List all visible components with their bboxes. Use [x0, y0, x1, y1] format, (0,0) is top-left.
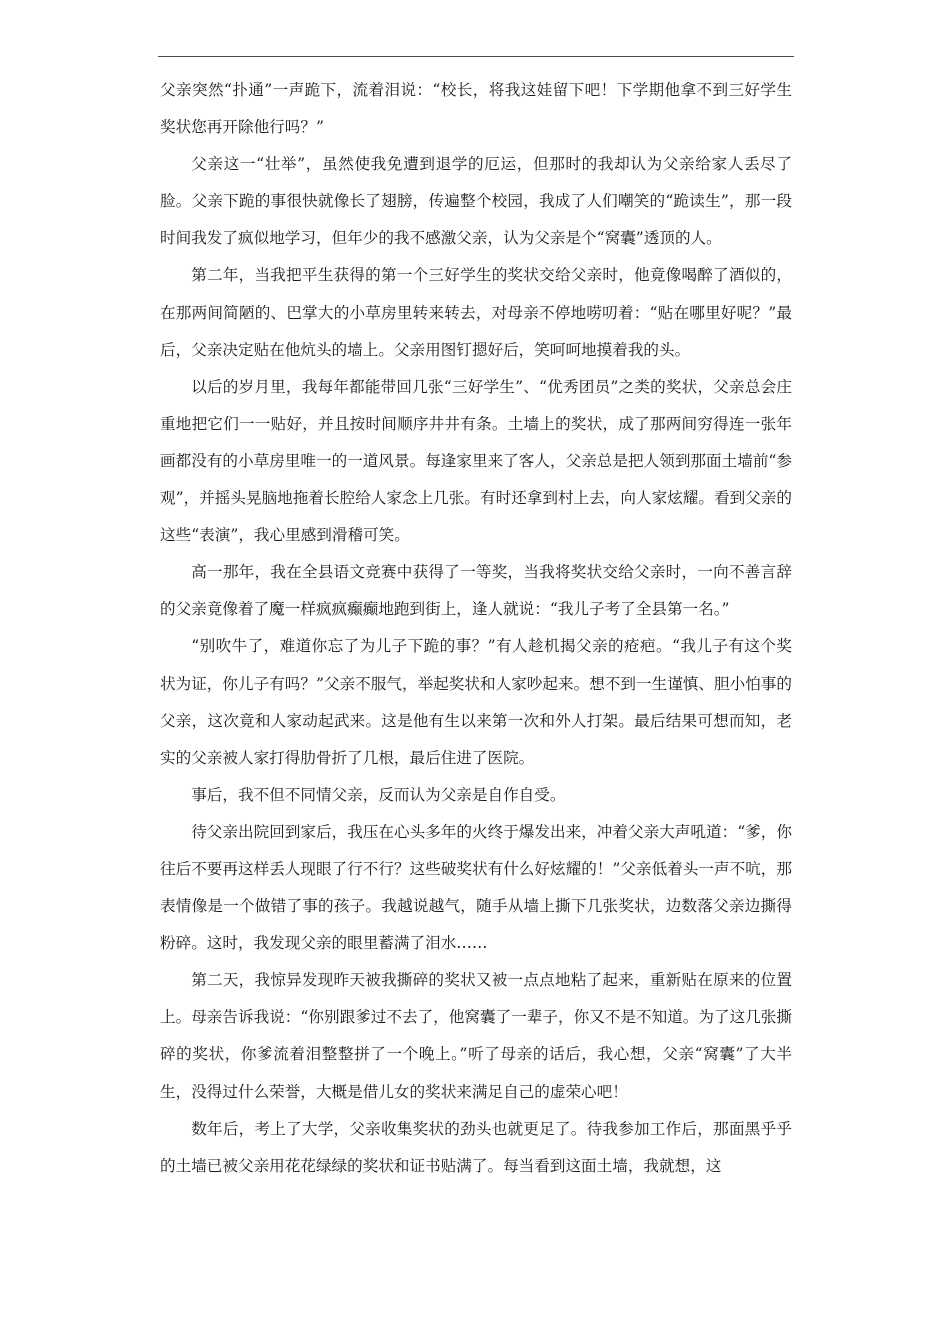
paragraph: 以后的岁月里，我每年都能带回几张“三好学生”、“优秀团员”之类的奖状，父亲总会庄重地把它们一一贴好，并且按时间顺序井井有条。土墙上的奖状，成了那两间穷得连一张年画都没有的小草房里唯一的一道风景。每逢家里来了客人，父亲总是把人领到那面土墙前“参观”，并摇头晃脑地拖着长腔给人家念上几张。有时还拿到村上去，向人家炫耀。看到父亲的这些“表演”，我心里感到滑稽可笑。	[160, 377, 792, 545]
paragraph: 第二天，我惊异发现昨天被我撕碎的奖状又被一点点地粘了起来，重新贴在原来的位置上。母亲告诉我说：“你别跟爹过不去了，他窝囊了一辈子，你又不是不知道。为了这几张撕碎的奖状，你爹流着泪整整拼了一个晚上。”听了母亲的话后，我心想，父亲“窝囊”了大半生，没得过什么荣誉，大概是借儿女的奖状来满足自己的虚荣心吧！	[160, 971, 792, 1101]
paragraph: 父亲这一“壮举”，虽然使我免遭到退学的厄运，但那时的我却认为父亲给家人丢尽了脸。父亲下跪的事很快就像长了翅膀，传遍整个校园，我成了人们嘲笑的“跪读生”，那一段时间我发了疯似地学习，但年少的我不感激父亲，认为父亲是个“窝囊”透顶的人。	[160, 155, 792, 248]
paragraph: 父亲突然“扑通”一声跪下，流着泪说：“校长，将我这娃留下吧！下学期他拿不到三好学生奖状您再开除他行吗？”	[160, 81, 792, 137]
article-body	[160, 72, 792, 1185]
paragraph: 待父亲出院回到家后，我压在心头多年的火终于爆发出来，冲着父亲大声吼道：“爹，你往后不要再这样丢人现眼了行不行？这些破奖状有什么好炫耀的！”父亲低着头一声不吭，那表情像是一个做错了事的孩子。我越说越气，随手从墙上撕下几张奖状，边数落父亲边撕得粉碎。这时，我发现父亲的眼里蓄满了泪水……	[160, 822, 792, 953]
paragraph: 数年后，考上了大学，父亲收集奖状的劲头也就更足了。待我参加工作后，那面黑乎乎的土墙已被父亲用花花绿绿的奖状和证书贴满了。每当看到这面土墙，我就想，这	[160, 1119, 792, 1175]
header-rule	[158, 56, 794, 57]
paragraph: 事后，我不但不同情父亲，反而认为父亲是自作自受。	[191, 785, 566, 804]
paragraph: 高一那年，我在全县语文竞赛中获得了一等奖，当我将奖状交给父亲时，一向不善言辞的父亲竟像着了魔一样疯疯癫癫地跑到街上，逢人就说：“我儿子考了全县第一名。”	[160, 563, 792, 619]
paragraph: 第二年，当我把平生获得的第一个三好学生的奖状交给父亲时，他竟像喝醉了酒似的，在那两间简陋的、巴掌大的小草房里转来转去，对母亲不停地唠叨着：“贴在哪里好呢？”最后，父亲决定贴在他炕头的墙上。父亲用图钉摁好后，笑呵呵地摸着我的头。	[160, 266, 792, 359]
paragraph: “别吹牛了，难道你忘了为儿子下跪的事？”有人趁机揭父亲的疮疤。“我儿子有这个奖状为证，你儿子有吗？”父亲不服气，举起奖状和人家吵起来。想不到一生谨慎、胆小怕事的父亲，这次竟和人家动起武来。这是他有生以来第一次和外人打架。最后结果可想而知，老实的父亲被人家打得肋骨折了几根，最后住进了医院。	[160, 637, 792, 767]
